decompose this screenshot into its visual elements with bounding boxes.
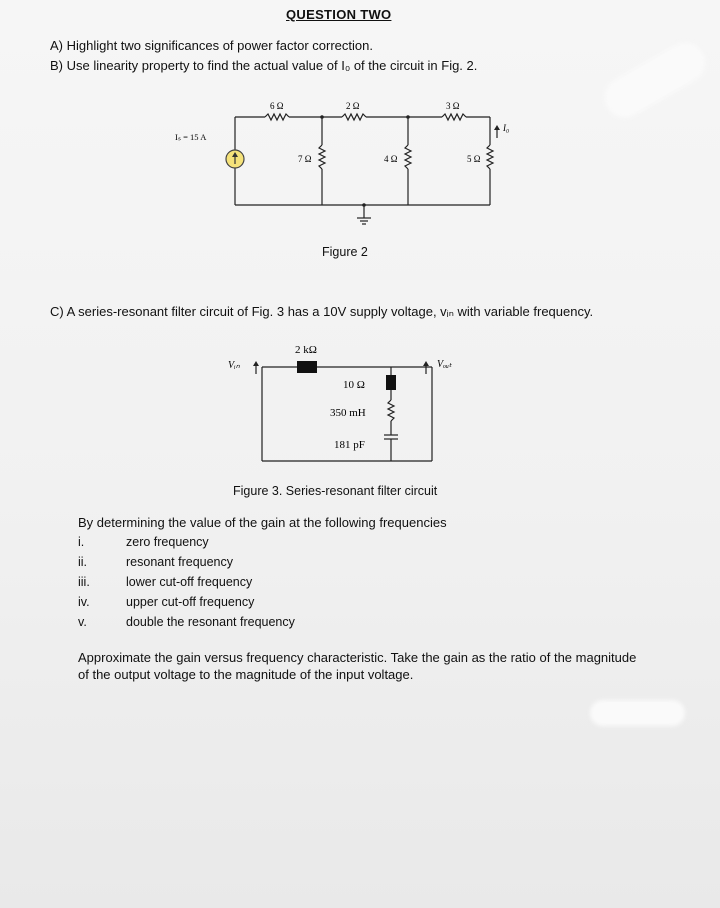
resistor-10-block <box>386 375 396 390</box>
fig2-r6-label: 5 Ω <box>467 154 481 164</box>
part-b-text: B) Use linearity property to find the actual value of I₀ of the circuit in Fig. 2. <box>50 58 478 73</box>
fig3-vin-label: Vᵢₙ <box>228 360 240 371</box>
fig2-r1-label: 6 Ω <box>270 101 284 111</box>
fig3-capacitor-label: 181 pF <box>334 439 365 451</box>
fig3-r-small-label: 10 Ω <box>343 379 365 391</box>
resistor-2k-block <box>297 361 317 373</box>
item-number: i. <box>78 535 85 549</box>
fig3-r-series-label: 2 kΩ <box>295 344 317 356</box>
part-a-text: A) Highlight two significances of power factor correction. <box>50 38 373 53</box>
fig2-r3-label: 3 Ω <box>446 101 460 111</box>
intro-text: By determining the value of the gain at the following frequencies <box>78 515 447 530</box>
figure-3-caption: Figure 3. Series-resonant filter circuit <box>233 484 438 498</box>
item-text: resonant frequency <box>126 555 234 569</box>
fig2-output-label: I₀ <box>503 123 510 133</box>
fig2-source-label: Iₛ = 15 A <box>175 132 207 142</box>
fig3-inductor-label: 350 mH <box>330 407 366 419</box>
question-title: QUESTION TWO <box>286 7 392 22</box>
fig2-r2-label: 2 Ω <box>346 101 360 111</box>
closing-text-line-2: of the output voltage to the magnitude of the input voltage. <box>78 667 414 682</box>
item-number: iii. <box>78 575 90 589</box>
figure-2-caption: Figure 2 <box>322 245 368 259</box>
part-c-text: C) A series-resonant filter circuit of Fig. 3 has a 10V supply voltage, vᵢₙ with variable frequency. <box>50 304 594 319</box>
item-text: zero frequency <box>126 535 209 549</box>
item-number: v. <box>78 615 87 629</box>
fig2-r5-label: 4 Ω <box>384 154 398 164</box>
fig2-r4-label: 7 Ω <box>298 154 312 164</box>
item-text: upper cut-off frequency <box>126 595 255 609</box>
item-text: lower cut-off frequency <box>126 575 253 589</box>
item-number: iv. <box>78 595 90 609</box>
fig3-vout-label: Vₒᵤₜ <box>437 359 452 370</box>
item-text: double the resonant frequency <box>126 615 295 629</box>
item-number: ii. <box>78 555 88 569</box>
closing-text-line-1: Approximate the gain versus frequency characteristic. Take the gain as the ratio of the magnitude <box>78 650 637 665</box>
